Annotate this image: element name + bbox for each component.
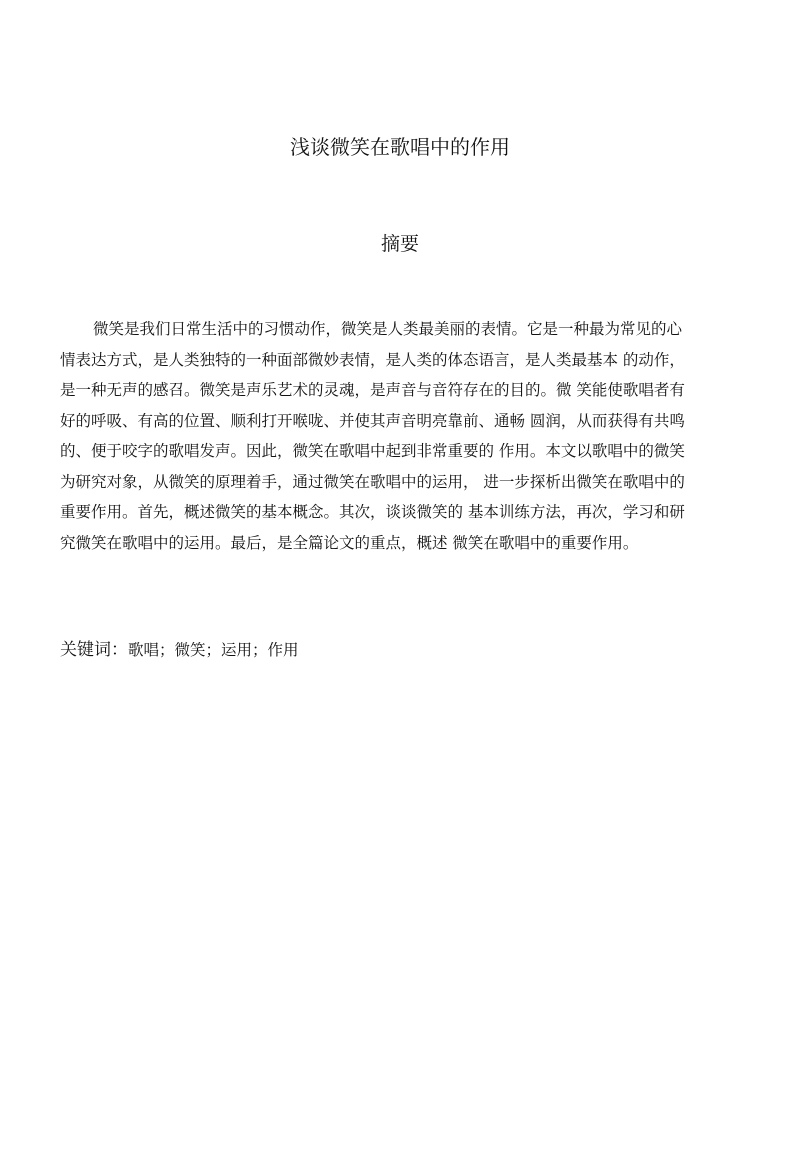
document-title: 浅谈微笑在歌唱中的作用 bbox=[290, 135, 510, 159]
abstract-line: 微笑是我们日常生活中的习惯动作，微笑是人类最美丽的表情。它是一种最为常见的心 bbox=[93, 320, 683, 338]
abstract-line: 重要作用。首先，概述微笑的基本概念。其次，谈谈微笑的 基本训练方法，再次，学习和研 bbox=[60, 503, 685, 521]
abstract-line: 情表达方式，是人类独特的一种面部微妙表情，是人类的体态语言，是人类最基本 的动作， bbox=[60, 350, 685, 369]
keywords-label: 关键词： bbox=[60, 640, 128, 660]
abstract-line: 的、便于咬字的歌唱发声。因此，微笑在歌唱中起到非常重要的 作用。本文以歌唱中的微笑 bbox=[60, 442, 685, 460]
abstract-body bbox=[60, 314, 750, 558]
keywords-line bbox=[60, 636, 750, 665]
abstract-line: 好的呼吸、有高的位置、顺利打开喉咙、并使其声音明亮靠前、通畅 圆润，从而获得有共鸣 bbox=[60, 411, 685, 430]
abstract-heading: 摘要 bbox=[380, 233, 419, 255]
keywords-value: 歌唱；微笑；运用；作用 bbox=[128, 641, 299, 659]
abstract-line: 为研究对象，从微笑的原理着手，通过微笑在歌唱中的运用， 进一步探析出微笑在歌唱中的 bbox=[60, 472, 685, 491]
abstract-line: 究微笑在歌唱中的运用。最后，是全篇论文的重点，概述 微笑在歌唱中的重要作用。 bbox=[60, 533, 639, 552]
abstract-line: 是一种无声的感召。微笑是声乐艺术的灵魂，是声音与音符存在的目的。微 笑能使歌唱者有 bbox=[60, 381, 685, 399]
